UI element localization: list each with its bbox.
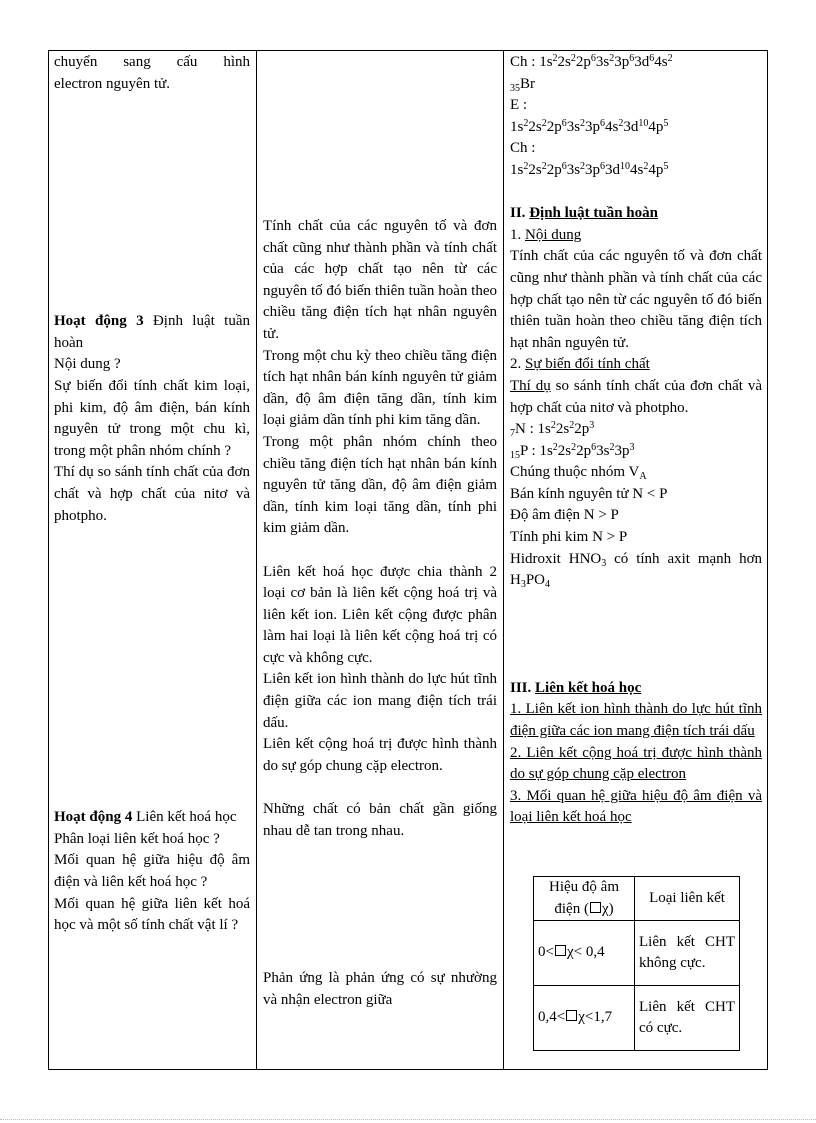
bond-point: 1. Liên kết ion hình thành do lực hút tĩnh điện giữa các ion mang điện tích trái dấu (510, 701, 762, 740)
nonmetal-line: Tính phi kim N > P (510, 529, 628, 546)
activity-3-question: Nội dung ? (54, 356, 121, 373)
content-paragraph: Phản ứng là phản ứng có sự nhường và nhận electron giữa (263, 970, 497, 1008)
notes-column (510, 52, 762, 829)
table-row (534, 877, 740, 921)
content-paragraph: Liên kết cộng hoá trị được hình thành do sự góp chung cặp electron. (263, 736, 497, 774)
intro-line: electron nguyên tử. (54, 75, 171, 92)
table-row (534, 986, 740, 1051)
delta-symbol-icon (590, 902, 601, 913)
page-bottom-rule (0, 1119, 816, 1120)
radius-line: Bán kính nguyên tử N < P (510, 485, 668, 502)
bond-point: 2. Liên kết cộng hoá trị được hình thành do sự góp chung cặp electron (510, 744, 762, 783)
table-row (534, 921, 740, 986)
electronegativity-line: Độ âm điện N > P (510, 507, 619, 524)
config-e: $1s^22s^22p^63s^23p^64s^23d^{10}4p^5$ (510, 117, 669, 135)
content-column (263, 52, 497, 1011)
example-text: Thí dụ so sánh tính chất của đơn chất và hợp chất của nitơ và photpho. (510, 377, 762, 416)
law-content: Tính chất của các nguyên tố và đơn chất cũng như thành phần và tính chất của các hợp chất tạo nên từ các nguyên tố đó biến thiên tuần hoàn theo chiều tăng điện tích hạt nhân nguyên tử. (510, 248, 762, 351)
content-paragraph: Những chất có bản chất gần giống nhau dễ tan trong nhau. (263, 801, 497, 839)
activity-3-question: Thí dụ so sánh tính chất của đơn chất và hợp chất của nitơ và photpho. (54, 464, 250, 524)
intro-line: chuyển sang cấu hình (54, 54, 250, 70)
activity-3-heading: Hoạt động 3 Định luật tuần hoàn (54, 313, 250, 351)
delta-symbol-icon (555, 945, 566, 956)
table-cell: 0,4< χ<1,7 (534, 986, 635, 1051)
activity-3-question: Sự biến đổi tính chất kim loại, phi kim, độ âm điện, bán kính nguyên tử trong một chu kì, trong một phân nhóm chính ? (54, 377, 250, 459)
content-paragraph: Liên kết hoá học được chia thành 2 loại cơ bản là liên kết cộng hoá trị và liên kết ion. Liên kết cộng được phân làm hai loại là liên kết cộng hoá trị có cực và không cực. (263, 563, 497, 666)
item-heading: 1. Nội dung (510, 226, 582, 243)
activity-column (54, 52, 250, 937)
bond-point: 3. Mối quan hệ giữa hiệu độ âm điện và loại liên kết hoá học (510, 787, 762, 826)
activity-4-heading: Hoạt động 4 Liên kết hoá học (54, 809, 237, 826)
table-header-cell: Hiệu độ âm điện ( χ) (534, 877, 635, 921)
column-divider-1 (256, 50, 257, 1070)
activity-4-question: Phân loại liên kết hoá học ? (54, 830, 220, 847)
content-paragraph: Tính chất của các nguyên tố và đơn chất cũng như thành phần và tính chất của các hợp chất tạo nên từ các nguyên tố đó biến thiên tuần hoàn theo chiều tăng điện tích hạt nhân nguyên tử. (263, 218, 497, 342)
column-divider-2 (503, 50, 504, 1070)
config-n: $_7$N : $1s^22s^22p^3$ (510, 420, 595, 440)
table-cell: Liên kết CHT có cực. (635, 986, 740, 1051)
table-header-cell: Loại liên kết (635, 877, 740, 921)
config-ch-label: Ch : (510, 140, 536, 157)
config-e-label: E : (510, 97, 528, 114)
delta-symbol-icon (566, 1010, 577, 1021)
config-p: $_{15}$P : $1s^22s^22p^63s^23p^3$ (510, 441, 635, 461)
section-3-heading: III. Liên kết hoá học (510, 679, 642, 696)
item-heading: 2. Sự biến đổi tính chất (510, 356, 650, 373)
group-line: Chúng thuộc nhóm $V_A$ (510, 464, 647, 483)
config-ch: Ch : $1s^22s^22p^63s^23p^63d^64s^2$ (510, 53, 673, 70)
activity-4-question: Mối quan hệ giữa liên kết hoá học và một số tính chất vật lí ? (54, 895, 250, 934)
bond-type-table (533, 876, 740, 1051)
table-cell: Liên kết CHT không cực. (635, 921, 740, 986)
bromine-label: $_{35}$Br (510, 75, 535, 94)
config-ch-2: $1s^22s^22p^63s^23p^63d^{10}4s^24p^5$ (510, 160, 669, 178)
content-paragraph: Liên kết ion hình thành do lực hút tĩnh điện giữa các ion mang điện tích trái dấu. (263, 671, 497, 731)
hydroxide-line: Hidroxit $HNO_3$ có tính axit mạnh hơn $H_3PO_4$ (510, 550, 762, 591)
section-2-heading: II. Định luật tuần hoàn (510, 205, 658, 222)
table-cell: 0< χ< 0,4 (534, 921, 635, 986)
content-paragraph: Trong một phân nhóm chính theo chiều tăng điện tích hạt nhân bán kính nguyên tử tăng dần, độ âm điện giảm dần, tính kim loại tăng dần, tính phi kim giảm dần. (263, 433, 497, 537)
content-paragraph: Trong một chu kỳ theo chiều tăng điện tích hạt nhân bán kính nguyên tử giảm dần, độ âm điện tăng dần, tính kim loại giảm dần tính phi kim tăng dần. (263, 347, 497, 429)
activity-4-question: Mối quan hệ giữa hiệu độ âm điện và liên kết hoá học ? (54, 852, 250, 890)
